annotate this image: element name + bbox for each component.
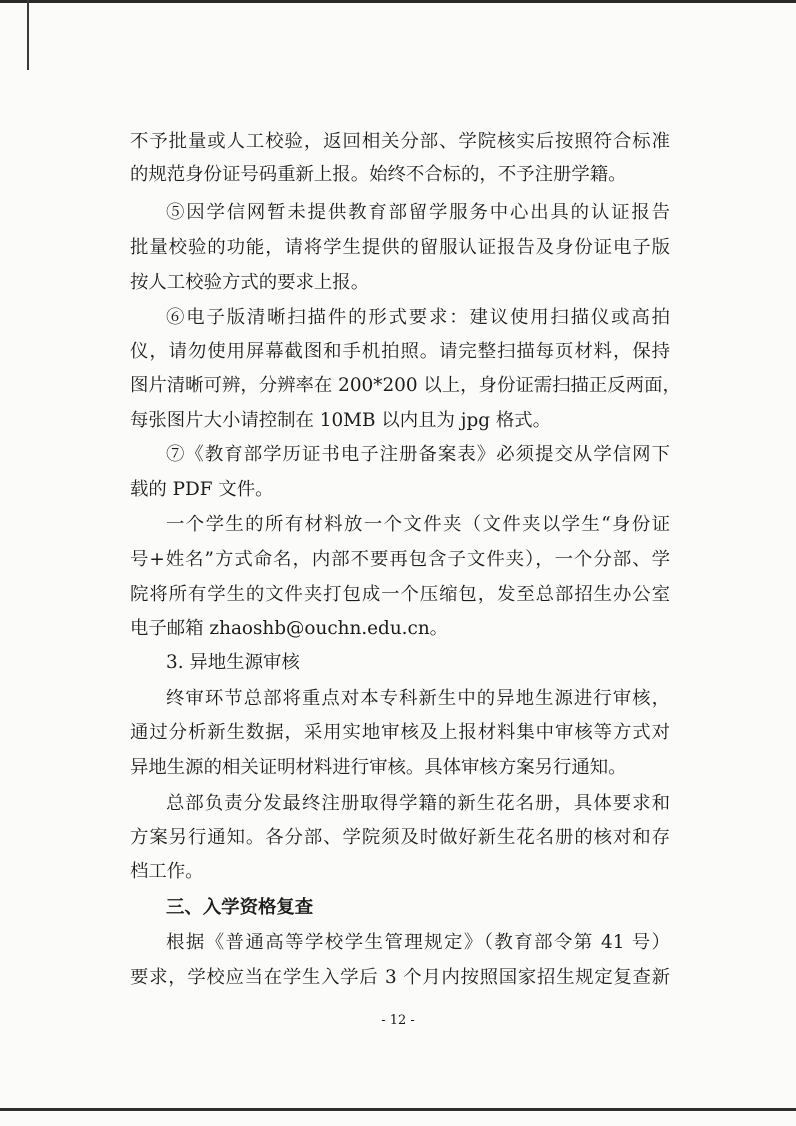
page-number: - 12 -	[381, 1013, 415, 1028]
text-line: ⑤因学信网暂未提供教育部留学服务中心出具的认证报告	[166, 202, 670, 223]
text-line: 号+姓名”方式命名，内部不要再包含子文件夹），一个分部、学	[130, 549, 670, 570]
text-line: 批量校验的功能，请将学生提供的留服认证报告及身份证电子版	[130, 237, 670, 258]
text-line: 电子邮箱 zhaoshb@ouchn.edu.cn。	[130, 618, 449, 639]
text-line: 根据《普通高等学校学生管理规定》（教育部令第 41 号）	[166, 932, 670, 953]
text-line: 档工作。	[130, 861, 204, 882]
text-line: 院将所有学生的文件夹打包成一个压缩包，发至总部招生办公室	[130, 584, 670, 605]
text-line: 方案另行通知。各分部、学院须及时做好新生花名册的核对和存	[130, 827, 670, 848]
scan-edge-left	[27, 0, 29, 70]
text-line: 不予批量或人工校验，返回相关分部、学院核实后按照符合标准	[130, 131, 670, 152]
text-line: ⑥电子版清晰扫描件的形式要求：建议使用扫描仪或高拍	[166, 307, 670, 328]
text-line: 总部负责分发最终注册取得学籍的新生花名册，具体要求和	[166, 793, 670, 814]
text-line: 异地生源的相关证明材料进行审核。具体审核方案另行通知。	[130, 757, 627, 778]
text-line: 终审环节总部将重点对本专科新生中的异地生源进行审核，	[166, 688, 670, 709]
text-line: 要求，学校应当在学生入学后 3 个月内按照国家招生规定复查新	[130, 967, 670, 988]
text-line: 图片清晰可辨，分辨率在 200*200 以上，身份证需扫描正反两面，	[130, 375, 681, 396]
text-line: 仪，请勿使用屏幕截图和手机拍照。请完整扫描每页材料，保持	[130, 341, 670, 362]
text-line: 每张图片大小请控制在 10MB 以内且为 jpg 格式。	[130, 410, 552, 431]
text-line: 的规范身份证号码重新上报。始终不合标的，不予注册学籍。	[130, 164, 627, 185]
text-line: 载的 PDF 文件。	[130, 479, 274, 500]
text-line: ⑦《教育部学历证书电子注册备案表》必须提交从学信网下	[166, 444, 670, 465]
text-line: 一个学生的所有材料放一个文件夹（文件夹以学生“身份证	[166, 514, 670, 535]
text-line: 按人工校验方式的要求上报。	[130, 272, 370, 293]
text-line: 通过分析新生数据，采用实地审核及上报材料集中审核等方式对	[130, 722, 670, 743]
section-heading: 三、入学资格复查	[166, 897, 314, 918]
section-subheading: 3. 异地生源审核	[166, 652, 300, 673]
scan-edge-top	[0, 0, 796, 3]
scan-edge-bottom	[0, 1108, 796, 1111]
